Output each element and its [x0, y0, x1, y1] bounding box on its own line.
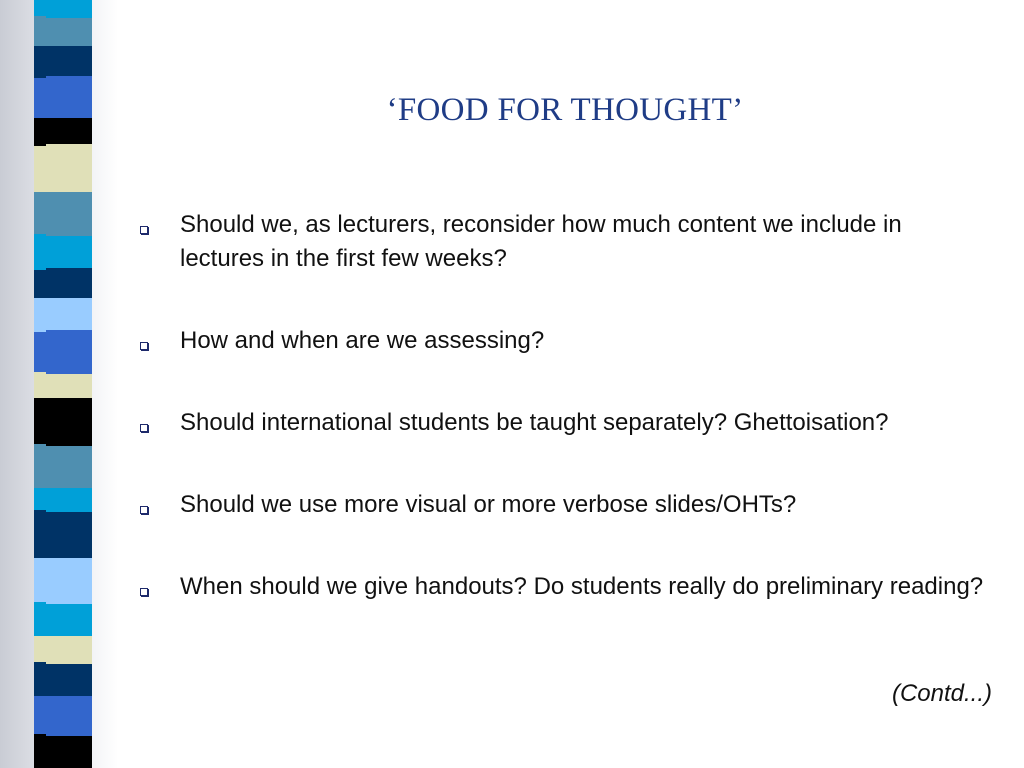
- continued-note: (Contd...): [891, 680, 992, 707]
- strip-band: [46, 604, 92, 636]
- bullet-list: [140, 208, 990, 604]
- strip-band: [46, 236, 92, 268]
- strip-band: [46, 18, 92, 46]
- slide-title: ‘FOOD FOR THOUGHT’: [386, 92, 744, 128]
- strip-band: [46, 736, 92, 768]
- strip-band: [46, 636, 92, 664]
- strip-band: [46, 144, 92, 192]
- bullet-text: How and when are we assessing?: [180, 327, 545, 354]
- strip-band: [46, 330, 92, 374]
- strip-band: [46, 398, 92, 446]
- bullet-item: [140, 208, 990, 276]
- strip-band: [46, 192, 92, 236]
- strip-band: [46, 374, 92, 398]
- bullet-text: Should we use more visual or more verbose slides/OHTs?: [180, 491, 797, 518]
- strip-band: [46, 268, 92, 298]
- strip-band: [46, 696, 92, 736]
- hollow-square-bullet-icon: [140, 342, 148, 350]
- hollow-square-bullet-icon: [140, 506, 148, 514]
- bullet-item: [140, 488, 990, 522]
- bullet-item: [140, 406, 990, 440]
- strip-band: [46, 488, 92, 512]
- hollow-square-bullet-icon: [140, 424, 148, 432]
- strip-band: [46, 446, 92, 488]
- decorative-strip-inner: [46, 0, 92, 768]
- strip-band: [46, 298, 92, 330]
- strip-band: [46, 558, 92, 604]
- strip-band: [46, 664, 92, 696]
- strip-band: [46, 0, 92, 18]
- bullet-text: Should we, as lecturers, reconsider how much content we include in lectures in the first few weeks?: [180, 211, 902, 272]
- bullet-text: Should international students be taught separately? Ghettoisation?: [180, 409, 889, 436]
- strip-band: [46, 46, 92, 76]
- strip-band: [46, 512, 92, 558]
- bullet-item: [140, 324, 990, 358]
- strip-band: [46, 76, 92, 118]
- hollow-square-bullet-icon: [140, 226, 148, 234]
- bullet-item: [140, 570, 990, 604]
- bullet-text: When should we give handouts? Do students really do preliminary reading?: [180, 573, 984, 600]
- hollow-square-bullet-icon: [140, 588, 148, 596]
- strip-band: [46, 118, 92, 144]
